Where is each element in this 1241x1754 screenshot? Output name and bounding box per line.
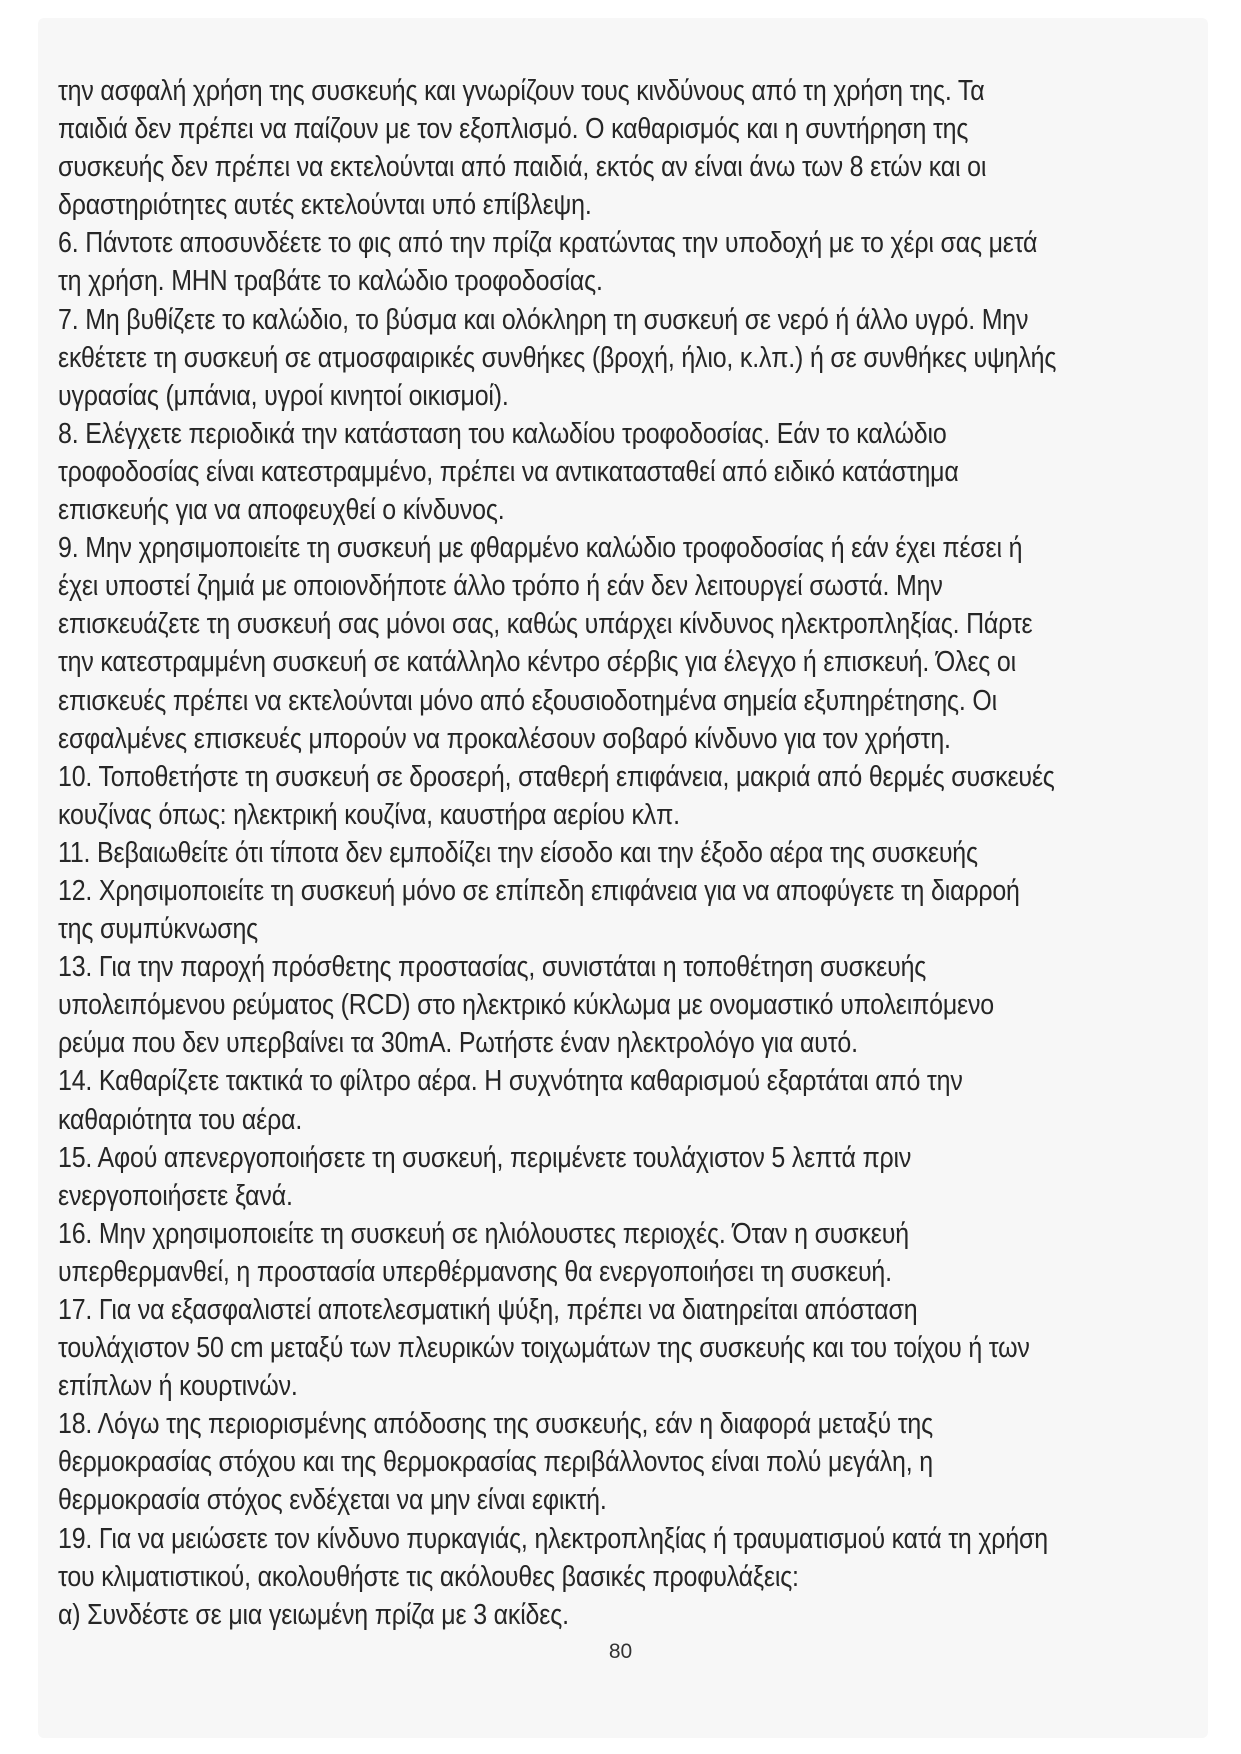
page-number: 80 <box>608 1640 633 1663</box>
text-line: επισκευής για να αποφευχθεί ο κίνδυνος. <box>58 494 505 527</box>
text-line: υγρασίας (μπάνια, υγροί κινητοί οικισμοί). <box>58 379 509 412</box>
text-line: την ασφαλή χρήση της συσκευής και γνωρίζουν τους κινδύνους από τη χρήση της. Τα <box>58 75 985 107</box>
text-line: 19. Για να μειώσετε τον κίνδυνο πυρκαγιάς, ηλεκτροπληξίας ή τραυματισμού κατά τη χρήση <box>58 1522 1048 1555</box>
text-line: ρεύμα που δεν υπερβαίνει τα 30mA. Ρωτήστε έναν ηλεκτρολόγο για αυτό. <box>58 1027 858 1060</box>
text-line: υπερθερμανθεί, η προστασία υπερθέρμανσης θα ενεργοποιήσει τη συσκευή. <box>58 1255 892 1288</box>
text-line: κουζίνας όπως: ηλεκτρική κουζίνα, καυστήρα αερίου κλπ. <box>58 798 680 831</box>
text-line: συσκευής δεν πρέπει να εκτελούνται από παιδιά, εκτός αν είναι άνω των 8 ετών και οι <box>58 151 987 184</box>
text-line: έχει υποστεί ζημιά με οποιονδήποτε άλλο τρόπο ή εάν δεν λειτουργεί σωστά. Μην <box>58 570 943 603</box>
text-line: 8. Ελέγχετε περιοδικά την κατάσταση του καλωδίου τροφοδοσίας. Εάν το καλώδιο <box>58 417 947 450</box>
text-line: 15. Αφού απενεργοποιήσετε τη συσκευή, περιμένετε τουλάχιστον 5 λεπτά πριν <box>58 1141 912 1174</box>
text-line: τουλάχιστον 50 cm μεταξύ των πλευρικών τοιχωμάτων της συσκευής και του τοίχου ή των <box>58 1332 1030 1365</box>
text-line: θερμοκρασίας στόχου και της θερμοκρασίας περιβάλλοντος είναι πολύ μεγάλη, η <box>58 1446 933 1479</box>
text-line: ενεργοποιήσετε ξανά. <box>58 1179 293 1212</box>
text-line: επισκευές πρέπει να εκτελούνται μόνο από εξουσιοδοτημένα σημεία εξυπηρέτησης. Οι <box>58 684 997 717</box>
text-line: εκθέτετε τη συσκευή σε ατμοσφαιρικές συνθήκες (βροχή, ήλιο, κ.λπ.) ή σε συνθήκες υψηλής <box>58 341 1057 374</box>
text-line: την κατεστραμμένη συσκευή σε κατάλληλο κέντρο σέρβις για έλεγχο ή επισκευή. Όλες οι <box>58 646 1016 679</box>
text-line: α) Συνδέστε σε μια γειωμένη πρίζα με 3 ακίδες. <box>58 1598 569 1631</box>
text-line: υπολειπόμενου ρεύματος (RCD) στο ηλεκτρικό κύκλωμα με ονομαστικό υπολειπόμενο <box>58 989 994 1022</box>
text-line: 10. Τοποθετήστε τη συσκευή σε δροσερή, σταθερή επιφάνεια, μακριά από θερμές συσκευές <box>58 760 1055 793</box>
text-line: 17. Για να εξασφαλιστεί αποτελεσματική ψύξη, πρέπει να διατηρείται απόσταση <box>58 1294 918 1326</box>
text-line: 14. Καθαρίζετε τακτικά το φίλτρο αέρα. Η συχνότητα καθαρισμού εξαρτάται από την <box>58 1065 963 1098</box>
text-line: παιδιά δεν πρέπει να παίζουν με τον εξοπλισμό. Ο καθαρισμός και η συντήρηση της <box>58 113 969 146</box>
text-line: 12. Χρησιμοποιείτε τη συσκευή μόνο σε επίπεδη επιφάνεια για να αποφύγετε τη διαρροή <box>58 874 1020 907</box>
text-line: θερμοκρασία στόχος ενδέχεται να μην είναι εφικτή. <box>58 1484 607 1517</box>
text-line: 18. Λόγω της περιορισμένης απόδοσης της συσκευής, εάν η διαφορά μεταξύ της <box>58 1408 933 1441</box>
text-line: 7. Μη βυθίζετε το καλώδιο, το βύσμα και ολόκληρη τη συσκευή σε νερό ή άλλο υγρό. Μην <box>58 303 1029 336</box>
text-line: δραστηριότητες αυτές εκτελούνται υπό επίβλεψη. <box>58 189 592 222</box>
text-line: 11. Βεβαιωθείτε ότι τίποτα δεν εμποδίζει την είσοδο και την έξοδο αέρα της συσκευής <box>58 836 978 869</box>
text-line: καθαριότητα του αέρα. <box>58 1103 303 1136</box>
text-line: επισκευάζετε τη συσκευή σας μόνοι σας, καθώς υπάρχει κίνδυνος ηλεκτροπληξίας. Πάρτε <box>58 608 1033 641</box>
text-line: 9. Μην χρησιμοποιείτε τη συσκευή με φθαρμένο καλώδιο τροφοδοσίας ή εάν έχει πέσει ή <box>58 532 1023 565</box>
text-line: 13. Για την παροχή πρόσθετης προστασίας, συνιστάται η τοποθέτηση συσκευής <box>58 951 927 984</box>
text-line: εσφαλμένες επισκευές μπορούν να προκαλέσουν σοβαρό κίνδυνο για τον χρήστη. <box>58 722 951 755</box>
text-line: 16. Μην χρησιμοποιείτε τη συσκευή σε ηλιόλουστες περιοχές. Όταν η συσκευή <box>58 1217 909 1250</box>
text-line: της συμπύκνωσης <box>58 913 259 946</box>
body-text <box>58 72 1193 1634</box>
text-line: τροφοδοσίας είναι κατεστραμμένο, πρέπει να αντικατασταθεί από ειδικό κατάστημα <box>58 455 959 488</box>
text-line: 6. Πάντοτε αποσυνδέετε το φις από την πρίζα κρατώντας την υποδοχή με το χέρι σας μετά <box>58 227 1038 260</box>
text-line: τη χρήση. ΜΗΝ τραβάτε το καλώδιο τροφοδοσίας. <box>58 265 603 298</box>
text-line: επίπλων ή κουρτινών. <box>58 1370 298 1403</box>
text-line: του κλιματιστικού, ακολουθήστε τις ακόλουθες βασικές προφυλάξεις: <box>58 1560 799 1593</box>
